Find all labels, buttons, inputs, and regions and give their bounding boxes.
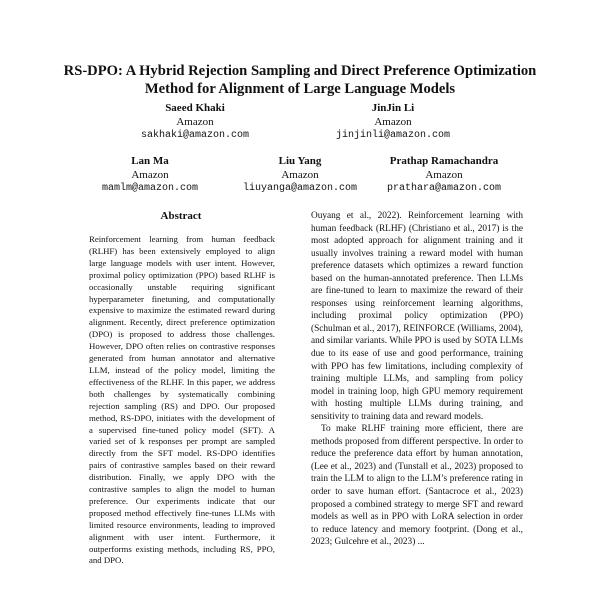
author-affiliation: Amazon [374, 116, 412, 128]
author-block [75, 154, 225, 196]
author-affiliation: Amazon [176, 116, 214, 128]
author-email: jinjinli@amazon.com [335, 130, 451, 141]
abstract-heading: Abstract [160, 210, 202, 222]
author-name: Liu Yang [278, 155, 322, 167]
abstract-text: Reinforcement learning from human feedback (RLHF) has been extensively employed to align large language models with user intent. However, proximal policy optimization (PPO) based RLHF is occasionally unstable requiring significant hyperparameter finetuning, and computationally expensive to maximize the estimated reward during alignment. Recently, direct preference optimization (DPO) is proposed to address those challenges. However, DPO often relies on contrastive responses generated from human annotator and alternative LLM, instead of the policy model, limiting the effectiveness of the RLHF. In this paper, we address both challenges by systematically combining rejection sampling (RS) and DPO. Our proposed method, RS-DPO, initiates with the development of a supervised fine-tuned policy model (SFT). A varied set of k responses per prompt are sampled directly from the SFT model. RS-DPO identifies pairs of contrastive samples based on their reward distribution. Finally, we apply DPO with the contrastive samples to align the model to human preference. Our experiments indicate that our proposed method effectively fine-tunes LLMs with limited resource environments, leading to improved alignment with user intent. Furthermore, it outperforms existing methods, including RS, PPO, and DPO. [89, 234, 275, 566]
author-affiliation: Amazon [131, 169, 169, 181]
author-name: Prathap Ramachandra [389, 155, 499, 167]
author-block [225, 154, 375, 196]
author-block [120, 101, 270, 143]
author-email: prathara@amazon.com [386, 183, 502, 194]
intro-paragraph-2: To make RLHF training more efficient, there are methods proposed from different perspective. In order to reduce the preference data effort by human annotation, (Lee et al., 2023) and (Tunstall et al., 2023) proposed to train the LLM to align to the LLM’s preference rating in order to save human effort. (Santacroce et al., 2023) proposed a combined strategy to merge SFT and reward models as well as in PPO with LoRA selection in order to reduce latency and memory footprint. (Dong et al., 2023; Gulcehre et al., 2023) ... [311, 424, 523, 548]
author-affiliation: Amazon [425, 169, 463, 181]
author-name: JinJin Li [371, 102, 415, 114]
intro-paragraph-1: Ouyang et al., 2022). Reinforcement learning with human feedback (RLHF) (Christiano et al., 2017) is the most adopted approach for alignment training and it usually involves training a reward model with human preference datasets which optimizes a reward function based on the human-annotated preference. Then LLMs are fine-tuned to learn to maximize the reward of their responses using reinforcement learning algorithms, including proximal policy optimization (PPO) (Schulman et al., 2017), REINFORCE (Williams, 2004), and similar variants. While PPO is used by SOTA LLMs due to its ease of use and good performance, training with PPO has few limitations, including complexity of training multiple LLMs, and sampling from policy model in training loop, high GPU memory requirement with hosting multiple LLMs during training, and sensitivity to training data and reward models. [311, 211, 523, 422]
author-affiliation: Amazon [281, 169, 319, 181]
intro-column [311, 210, 523, 549]
author-email: mamlm@amazon.com [101, 183, 198, 194]
author-email: liuyanga@amazon.com [242, 183, 358, 194]
paper-title: RS-DPO: A Hybrid Rejection Sampling and Direct Preference Optimization Method for Alignment of Large Language Models [63, 63, 537, 97]
author-block [318, 101, 468, 143]
author-email: sakhaki@amazon.com [140, 130, 250, 141]
author-block [364, 154, 524, 196]
author-name: Saeed Khaki [165, 102, 225, 114]
author-name: Lan Ma [131, 155, 169, 167]
abstract-column [89, 234, 275, 567]
